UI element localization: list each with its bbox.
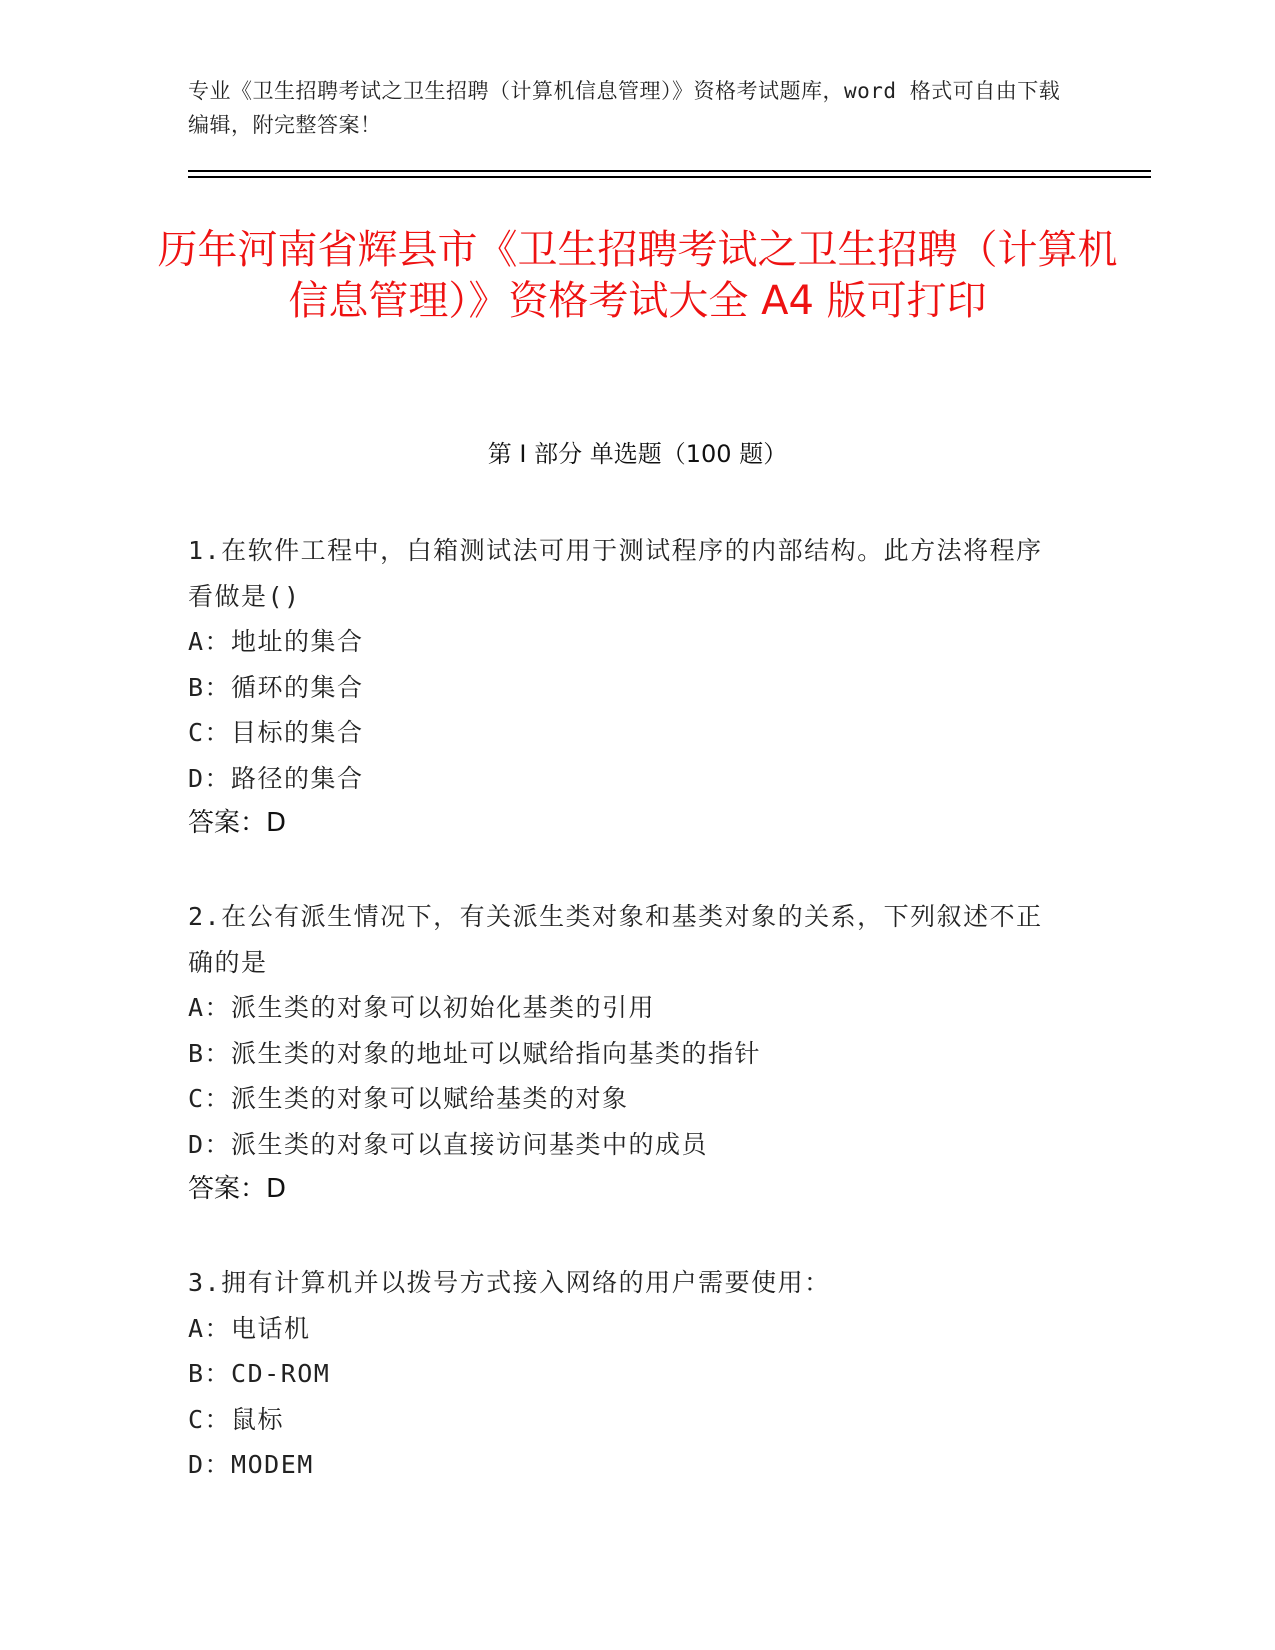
header-note: 专业《卫生招聘考试之卫生招聘（计算机信息管理）》资格考试题库，word 格式可自由下载编辑，附完整答案！	[188, 79, 1061, 137]
option-a: A：电话机	[188, 1313, 311, 1343]
option-a: A：派生类的对象可以初始化基类的引用	[188, 993, 656, 1022]
header-rule-top	[188, 170, 1151, 172]
answer: 答案：D	[188, 808, 287, 838]
option-d: D：MODEM	[188, 1450, 314, 1479]
option-d: D：路径的集合	[188, 763, 364, 793]
option-b: B：派生类的对象的地址可以赋给指向基类的指针	[188, 1038, 762, 1068]
option-c: C：鼠标	[188, 1404, 285, 1434]
option-c: C：目标的集合	[188, 718, 364, 747]
option-b: B：循环的集合	[188, 672, 364, 702]
question-text: 2.在公有派生情况下，有关派生类对象和基类对象的关系，下列叙述不正确的是	[188, 902, 1043, 977]
question-list	[188, 528, 1068, 1536]
option-b: B：CD-ROM	[188, 1359, 331, 1388]
option-a: A：地址的集合	[188, 627, 364, 656]
question-text: 3.拥有计算机并以拨号方式接入网络的用户需要使用：	[188, 1268, 831, 1297]
answer: 答案：D	[188, 1174, 287, 1204]
document-title: 历年河南省辉县市《卫生招聘考试之卫生招聘（计算机信息管理）》资格考试大全 A4 版可打印	[157, 227, 1118, 324]
option-c: C：派生类的对象可以赋给基类的对象	[188, 1084, 629, 1113]
question-1	[188, 528, 1068, 846]
question-3	[188, 1260, 1068, 1488]
section-heading: 第 I 部分 单选题（100 题）	[487, 440, 788, 468]
question-2	[188, 894, 1068, 1212]
header-rule-bottom	[188, 176, 1151, 178]
question-text: 1.在软件工程中，白箱测试法可用于测试程序的内部结构。此方法将程序看做是()	[188, 536, 1043, 611]
option-d: D：派生类的对象可以直接访问基类中的成员	[188, 1129, 709, 1159]
